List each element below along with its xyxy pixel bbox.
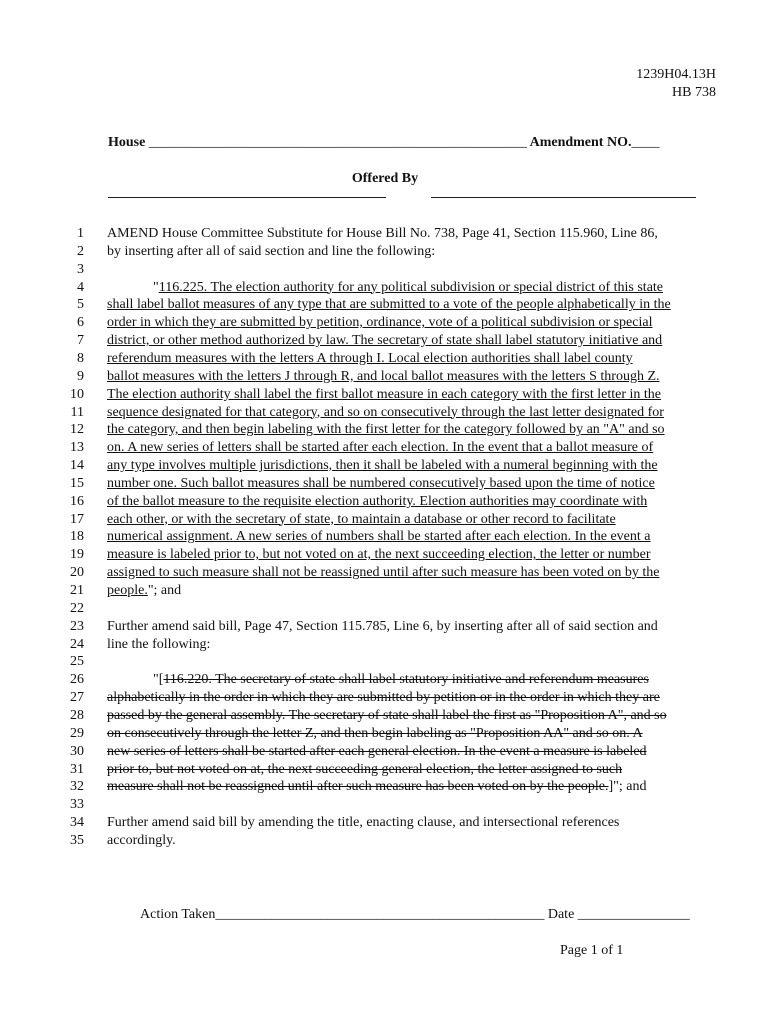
- line-number: 35: [70, 832, 84, 848]
- line-text: [107, 225, 658, 243]
- inserted-text: people.: [107, 583, 148, 598]
- inserted-text: each other, or with the secretary of state, to maintain a database or other record to facilitate: [107, 511, 616, 527]
- line-number: 8: [77, 350, 84, 366]
- page-number: Page 1 of 1: [560, 943, 624, 958]
- line-segment: AMEND House Committee Substitute for House Bill No. 738, Page 41, Section 115.960, Line 86,: [107, 226, 658, 241]
- line-text: [107, 743, 647, 761]
- amendment-number-blank: ____: [631, 135, 660, 150]
- line-text: [107, 582, 181, 600]
- line-segment: ]"; and: [608, 779, 647, 795]
- line-segment: accordingly.: [107, 832, 176, 848]
- line-text: [107, 475, 655, 493]
- line-text: [107, 546, 651, 564]
- line-number: 6: [77, 315, 84, 331]
- line-segment: line the following:: [107, 636, 211, 652]
- date-blank: ________________: [577, 907, 690, 922]
- line-segment: "; and: [147, 583, 182, 598]
- line-number: 26: [70, 672, 84, 688]
- inserted-text: sequence designated for that category, and so on consecutively through the last letter designated for: [107, 404, 664, 420]
- deleted-text: new series of letters shall be started after each general election. In the event a measure is labeled: [107, 743, 647, 759]
- deleted-text: prior to, but not voted on at, the next succeeding general election, the letter assigned to such: [107, 761, 623, 777]
- line-number: 3: [77, 261, 84, 277]
- line-text: [107, 368, 660, 386]
- line-text: [107, 832, 176, 850]
- line-number: 16: [70, 493, 84, 509]
- line-number: 10: [70, 386, 84, 402]
- line-number: 2: [77, 243, 84, 259]
- line-text: [107, 707, 667, 725]
- line-text: [107, 439, 653, 457]
- inserted-text: district, or other method authorized by law. The secretary of state shall label statutory initiative and: [107, 333, 663, 349]
- line-text: [107, 350, 633, 368]
- house-label: House: [108, 135, 146, 150]
- house-amendment-line: [108, 135, 659, 151]
- line-number: 23: [70, 618, 84, 634]
- offered-by-heading: Offered By: [351, 171, 419, 186]
- line-text: [107, 725, 643, 743]
- line-segment: by inserting after all of said section and line the following:: [107, 243, 436, 259]
- line-text: [107, 528, 650, 546]
- inserted-text: any type involves multiple jurisdictions, then it shall be labeled with a numeral beginning with the: [107, 458, 658, 474]
- line-number: 31: [70, 761, 84, 777]
- line-text: [107, 636, 210, 654]
- line-number: 28: [70, 707, 84, 723]
- deleted-text: on consecutively through the letter Z, and then begin labeling as "Proposition AA" and so on. A: [107, 725, 643, 741]
- line-number: 22: [70, 600, 84, 616]
- line-text: [107, 421, 665, 439]
- bill-number: HB 738: [672, 85, 716, 100]
- action-taken-label: Action Taken: [140, 907, 216, 922]
- line-number: 32: [70, 779, 84, 795]
- line-text: [107, 404, 664, 422]
- line-number: 11: [70, 404, 84, 420]
- line-number: 1: [77, 226, 84, 241]
- line-text: [107, 386, 661, 404]
- action-taken-blank: _______________________________________________: [215, 907, 545, 922]
- line-segment: Further amend said bill by amending the title, enacting clause, and intersectional references: [107, 815, 620, 831]
- line-number: 7: [77, 333, 84, 349]
- document-id: 1239H04.13H: [636, 67, 716, 82]
- line-number: 4: [77, 279, 84, 295]
- line-number: 27: [70, 690, 84, 706]
- inserted-text: assigned to such measure shall not be reassigned until after such measure has been voted on by the: [107, 565, 660, 581]
- line-number: 25: [70, 654, 84, 670]
- line-number: 13: [70, 440, 84, 456]
- inserted-text: measure is labeled prior to, but not voted on at, the next succeeding election, the letter or number: [107, 547, 651, 563]
- line-number: 18: [70, 529, 84, 545]
- deleted-text: passed by the general assembly. The secretary of state shall label the first as "Proposition A", and so: [107, 707, 667, 723]
- line-text: [107, 564, 659, 582]
- line-number: 33: [70, 797, 84, 813]
- line-number: 17: [70, 511, 84, 527]
- date-label: Date: [547, 907, 575, 922]
- action-taken-line: [140, 907, 690, 923]
- line-text: [107, 671, 649, 689]
- line-text: [107, 814, 619, 832]
- deleted-text: alphabetically in the order in which they are submitted by petition or in the order in which they are: [107, 690, 660, 706]
- line-text: [107, 296, 671, 314]
- line-number: 15: [70, 475, 84, 491]
- line-text: [107, 279, 663, 297]
- line-text: [107, 243, 435, 261]
- line-number: 30: [70, 743, 84, 759]
- line-text: [107, 332, 662, 350]
- house-blank: ______________________________________________________: [148, 135, 527, 150]
- inserted-text: The election authority shall label the first ballot measure in each category with the first letter in the: [107, 386, 661, 402]
- line-text: [107, 511, 616, 529]
- line-text: [107, 689, 660, 707]
- line-text: [107, 778, 647, 796]
- signature-line-right: [431, 197, 696, 198]
- inserted-text: on. A new series of letters shall be started after each election. In the event that a ballot measure of: [107, 440, 654, 456]
- line-number: 34: [70, 815, 84, 831]
- line-number: 29: [70, 725, 84, 741]
- line-text: [107, 314, 652, 332]
- line-number: 5: [77, 297, 84, 313]
- line-segment: ": [153, 279, 159, 295]
- inserted-text: 116.225. The election authority for any political subdivision or special district of this state: [158, 279, 664, 295]
- signature-line-left: [108, 197, 386, 198]
- line-segment: "[: [153, 672, 164, 688]
- line-number: 20: [70, 565, 84, 581]
- line-number: 9: [77, 368, 84, 384]
- line-number: 21: [70, 583, 84, 598]
- inserted-text: number one. Such ballot measures shall be numbered consecutively based upon the time of notice: [107, 475, 655, 491]
- line-number: 14: [70, 458, 84, 474]
- amendment-number-label: Amendment NO.: [529, 135, 632, 150]
- line-number: 12: [70, 422, 84, 438]
- line-text: [107, 618, 658, 636]
- line-text: [107, 457, 658, 475]
- deleted-text: measure shall not be reassigned until after such measure has been voted on by the people.: [107, 779, 609, 795]
- inserted-text: shall label ballot measures of any type that are submitted to a vote of the people alphabetically in the: [107, 297, 671, 313]
- inserted-text: of the ballot measure to the requisite election authority. Election authorities may coordinate with: [107, 493, 648, 509]
- line-text: [107, 761, 622, 779]
- deleted-text: 116.220. The secretary of state shall label statutory initiative and referendum measures: [163, 672, 649, 688]
- inserted-text: order in which they are submitted by petition, ordinance, vote of a political subdivision or special: [107, 315, 653, 331]
- line-number: 19: [70, 547, 84, 563]
- line-text: [107, 493, 647, 511]
- line-number: 24: [70, 636, 84, 652]
- inserted-text: ballot measures with the letters J through R, and local ballot measures with the letters S through Z.: [107, 368, 660, 384]
- inserted-text: numerical assignment. A new series of numbers shall be started after each election. In the event a: [107, 529, 651, 545]
- inserted-text: referendum measures with the letters A through I. Local election authorities shall label county: [107, 350, 633, 366]
- line-segment: Further amend said bill, Page 47, Section 115.785, Line 6, by inserting after all of said section and: [107, 618, 658, 634]
- inserted-text: the category, and then begin labeling with the first letter for the category followed by an "A" and so: [107, 422, 665, 438]
